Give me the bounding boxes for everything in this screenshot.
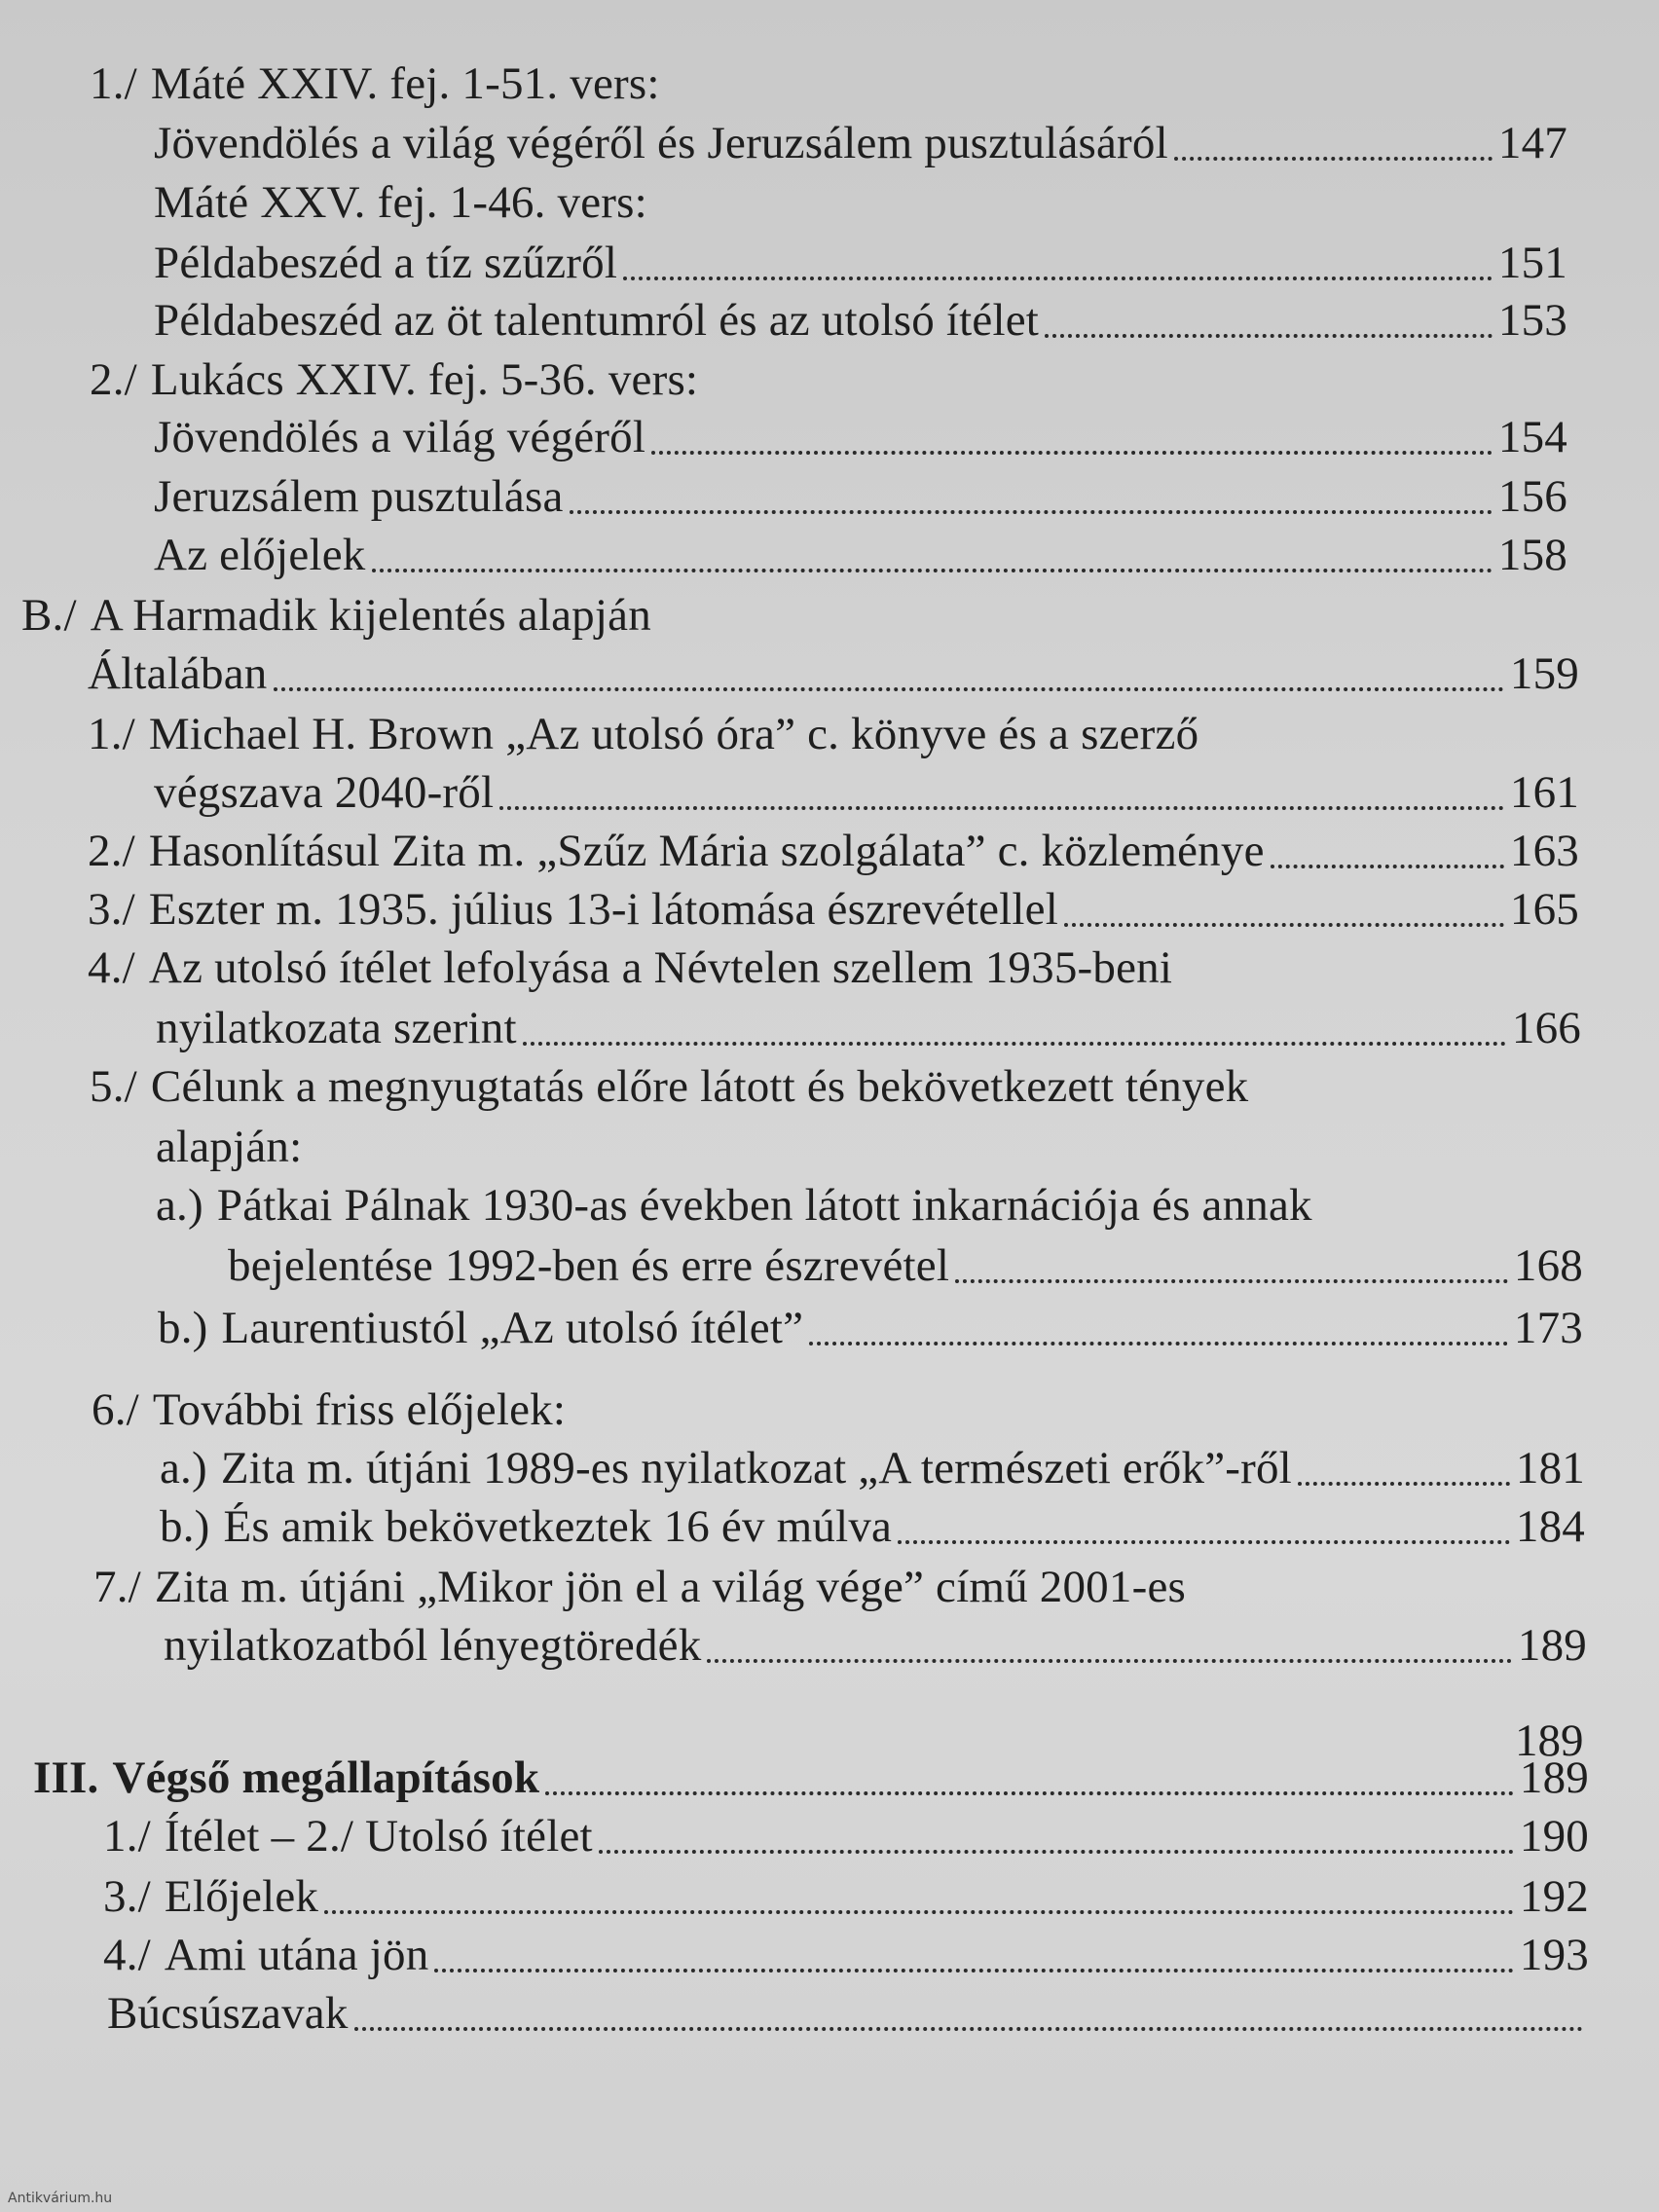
toc-number: 5./ (90, 1061, 137, 1112)
toc-page-number: 147 (1497, 118, 1567, 168)
dot-leader (1174, 157, 1493, 161)
toc-entry (154, 522, 1567, 582)
toc-page-number: 153 (1497, 295, 1567, 346)
toc-number: B./ (21, 590, 77, 641)
toc-entry (164, 1612, 1587, 1673)
toc-page-number: 163 (1509, 826, 1579, 876)
toc-title: Ami utána jön (164, 1930, 429, 1980)
toc-number: III. (33, 1752, 99, 1803)
toc-number: 1./ (90, 58, 137, 109)
toc-entry (88, 876, 1579, 937)
toc-section-heading (21, 582, 1569, 643)
toc-title: Végső megállapítások (112, 1752, 540, 1803)
toc-title: Előjelek (164, 1871, 319, 1922)
toc-page-number: 151 (1497, 238, 1567, 288)
toc-page-number: 181 (1515, 1443, 1585, 1493)
toc-entry (107, 1980, 1589, 2041)
toc-entry (90, 51, 1569, 111)
toc-title: Lukács XXIV. fej. 5-36. vers: (150, 354, 699, 405)
toc-entry (103, 1803, 1589, 1863)
toc-title: bejelentése 1992-ben és erre észrevétel (228, 1240, 950, 1291)
toc-number: 7./ (93, 1562, 141, 1612)
toc-page-number: 189 (1515, 1715, 1584, 1766)
toc-page-number: 165 (1509, 884, 1579, 935)
toc-title: Laurentiustól „Az utolsó ítélet” (221, 1303, 804, 1353)
toc-number: b.) (158, 1303, 208, 1353)
toc-title: nyilatkozata szerint (156, 1003, 517, 1053)
toc-entry (93, 1554, 1585, 1614)
toc-number: 1./ (103, 1811, 151, 1862)
toc-title: nyilatkozatból lényegtöredék (164, 1620, 702, 1671)
dot-leader (623, 276, 1493, 280)
toc-number: a.) (156, 1180, 203, 1231)
toc-entry (154, 287, 1567, 348)
toc-title: Máté XXV. fej. 1-46. vers: (154, 177, 647, 228)
toc-entry (228, 1233, 1583, 1293)
toc-page-number: 156 (1497, 471, 1567, 522)
dot-leader (274, 687, 1504, 691)
dot-leader (1045, 334, 1493, 338)
toc-page-number: 161 (1509, 767, 1579, 818)
toc-entry (156, 1114, 1581, 1174)
toc-entry (160, 1435, 1585, 1495)
toc-entry (92, 1377, 1583, 1437)
toc-page-number: 154 (1497, 412, 1567, 462)
toc-title: Célunk a megnyugtatás előre látott és bekövetkezett tények (150, 1061, 1249, 1112)
toc-number: 2./ (88, 826, 135, 876)
toc-title: A Harmadik kijelentés alapján (90, 590, 651, 641)
dot-leader (324, 1910, 1514, 1914)
dot-leader (523, 1042, 1506, 1046)
toc-number: 4./ (88, 942, 135, 993)
toc-page-number: 184 (1515, 1501, 1585, 1552)
toc-title: Pátkai Pálnak 1930-as években látott inkarnációja és annak (216, 1180, 1312, 1231)
dot-leader (354, 2027, 1583, 2031)
toc-entry (154, 110, 1567, 170)
toc-entry (90, 347, 1569, 407)
toc-number: 3./ (88, 884, 135, 935)
toc-title: Jövendölés a világ végéről (154, 412, 646, 462)
toc-title: Máté XXIV. fej. 1-51. vers: (150, 58, 660, 109)
toc-title: Jövendölés a világ végéről és Jeruzsálem pusztulásáról (154, 118, 1168, 168)
toc-page-number: 189 (1517, 1620, 1587, 1671)
toc-page-number: 190 (1519, 1811, 1589, 1862)
dot-leader (707, 1659, 1511, 1663)
toc-entry (103, 1863, 1589, 1924)
toc-entry (88, 818, 1579, 878)
toc-entry (154, 169, 1567, 230)
dot-leader (570, 510, 1493, 514)
toc-title: alapján: (156, 1122, 303, 1172)
toc-entry (156, 1172, 1583, 1233)
toc-number: 3./ (103, 1871, 151, 1922)
toc-title: Példabeszéd az öt talentumról és az utolsó ítélet (154, 295, 1040, 346)
dot-leader (599, 1850, 1514, 1854)
toc-title: Jeruzsálem pusztulása (154, 471, 564, 522)
toc-page-number: 168 (1513, 1240, 1583, 1291)
toc-page-number: 193 (1519, 1930, 1589, 1980)
toc-page-number: 159 (1509, 648, 1579, 699)
toc-number: b.) (160, 1501, 210, 1552)
toc-page-number: 166 (1511, 1003, 1581, 1053)
toc-title: További friss előjelek: (152, 1384, 567, 1435)
toc-number: 2./ (90, 354, 137, 405)
toc-page-number: 192 (1519, 1871, 1589, 1922)
toc-title: Példabeszéd a tíz szűzről (154, 238, 618, 288)
toc-title: Michael H. Brown „Az utolsó óra” c. könyve és a szerző (148, 709, 1199, 759)
toc-title: Az utolsó ítélet lefolyása a Névtelen szellem 1935-beni (148, 942, 1173, 993)
toc-title: Zita m. útjáni 1989-es nyilatkozat „A természeti erők”-ről (220, 1443, 1292, 1493)
dot-leader (434, 1969, 1513, 1972)
toc-entry (88, 935, 1579, 995)
toc-entry (90, 1053, 1579, 1114)
dot-leader (372, 569, 1493, 572)
dot-leader (1064, 923, 1504, 927)
toc-title: És amik bekövetkeztek 16 év múlva (223, 1501, 893, 1552)
toc-title: Búcsúszavak (107, 1988, 349, 2039)
toc-title: Az előjelek (154, 530, 366, 580)
dot-leader (955, 1279, 1508, 1283)
toc-title: Ítélet – 2./ Utolsó ítélet (164, 1811, 593, 1862)
toc-title: Zita m. útjáni „Mikor jön el a világ vége” című 2001-es (154, 1562, 1186, 1612)
watermark-text: Antikvárium.hu (8, 2191, 113, 2206)
toc-entry (160, 1493, 1585, 1554)
dot-leader (1298, 1482, 1510, 1486)
dot-leader (809, 1342, 1508, 1346)
toc-entry (156, 995, 1581, 1055)
dot-leader (545, 1791, 1514, 1795)
toc-number: 4./ (103, 1930, 151, 1980)
toc-entry (154, 759, 1579, 820)
toc-page-number: 189 (1519, 1752, 1589, 1803)
toc-number: 1./ (88, 709, 135, 759)
toc-entry (103, 1922, 1589, 1982)
toc-chapter-heading (33, 1745, 1589, 1805)
toc-page-number: 158 (1497, 530, 1567, 580)
toc-entry (154, 230, 1567, 290)
dot-leader (499, 806, 1504, 810)
toc-title: Általában (88, 648, 268, 699)
toc-entry (154, 404, 1567, 464)
toc-entry (88, 701, 1577, 761)
toc-entry (88, 641, 1579, 701)
toc-entry (154, 463, 1567, 524)
toc-title: Hasonlításul Zita m. „Szűz Mária szolgálata” c. közleménye (148, 826, 1265, 876)
toc-entry (158, 1295, 1583, 1355)
dot-leader (1271, 865, 1504, 868)
toc-page-number: 173 (1513, 1303, 1583, 1353)
toc-number: 6./ (92, 1384, 139, 1435)
toc-title: végszava 2040-ről (154, 767, 495, 818)
dot-leader (898, 1540, 1510, 1544)
toc-number: a.) (160, 1443, 207, 1493)
dot-leader (651, 451, 1493, 455)
toc-title: Eszter m. 1935. július 13-i látomása észrevétellel (148, 884, 1058, 935)
